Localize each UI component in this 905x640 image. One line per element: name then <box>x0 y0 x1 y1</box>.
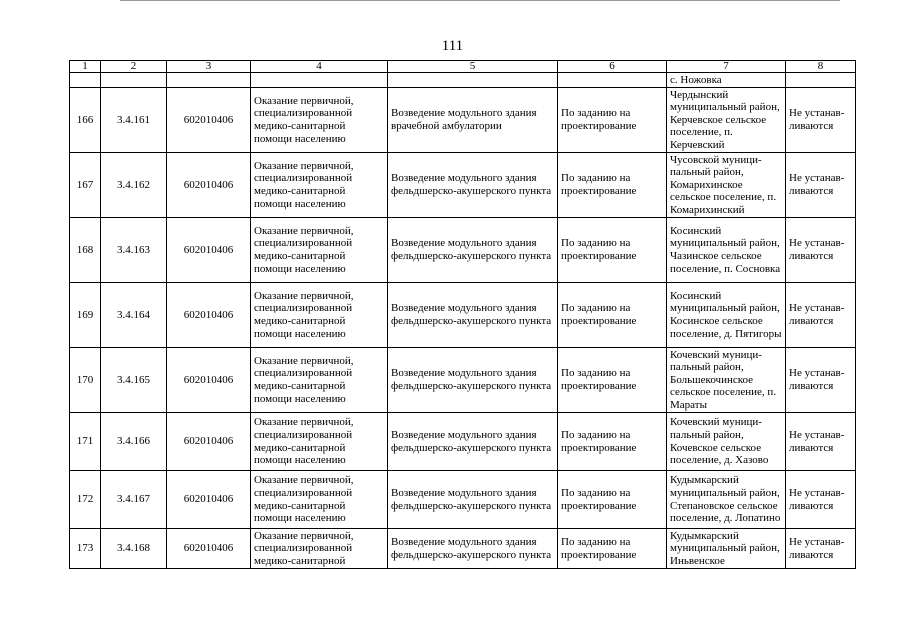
objects-table <box>69 60 856 569</box>
row-number-cell: 171 <box>70 413 101 471</box>
basis-cell: По заданию на проектирование <box>558 529 667 569</box>
note-cell: Не устанав-ливаются <box>786 348 856 413</box>
row-number-cell: 172 <box>70 471 101 529</box>
code-cell: 3.4.168 <box>101 529 167 569</box>
purpose-cell: Оказание первичной, специализированной медико-санитарной <box>251 529 388 569</box>
location-cell: Косинский муниципальный район, Чазинское сельское поселение, п. Сосновка <box>667 218 786 283</box>
table-row <box>70 413 856 471</box>
basis-cell: По заданию на проектирование <box>558 153 667 218</box>
header-cell: 6 <box>558 61 667 73</box>
location-cell: Кочевский муници-пальный район, Большекочинское сельское поселение, п. Мараты <box>667 348 786 413</box>
note-cell: Не устанав-ливаются <box>786 153 856 218</box>
kbk-cell: 602010406 <box>167 471 251 529</box>
table-row <box>70 153 856 218</box>
object-cell: Возведение модульного здания фельдшерско-акушерского пункта <box>388 283 558 348</box>
purpose-cell: Оказание первичной, специализированной медико-санитарной помощи населению <box>251 413 388 471</box>
note-cell: Не устанав-ливаются <box>786 529 856 569</box>
kbk-cell: 602010406 <box>167 88 251 153</box>
location-cell: Кочевский муници-пальный район, Кочевское сельское поселение, д. Хазово <box>667 413 786 471</box>
table-row <box>70 218 856 283</box>
location-cell: с. Ножовка <box>667 73 786 88</box>
object-cell: Возведение модульного здания фельдшерско-акушерского пункта <box>388 348 558 413</box>
kbk-cell: 602010406 <box>167 413 251 471</box>
location-cell: Чусовской муници-пальный район, Комарихинское сельское поселение, п. Комарихинский <box>667 153 786 218</box>
kbk-cell: 602010406 <box>167 283 251 348</box>
object-cell: Возведение модульного здания фельдшерско-акушерского пункта <box>388 413 558 471</box>
header-cell: 2 <box>101 61 167 73</box>
note-cell: Не устанав-ливаются <box>786 471 856 529</box>
row-number-cell: 169 <box>70 283 101 348</box>
object-cell: Возведение модульного здания фельдшерско-акушерского пункта <box>388 471 558 529</box>
location-cell: Косинский муниципальный район, Косинское сельское поселение, д. Пятигоры <box>667 283 786 348</box>
object-cell: Возведение модульного здания фельдшерско-акушерского пункта <box>388 218 558 283</box>
kbk-cell: 602010406 <box>167 153 251 218</box>
kbk-cell: 602010406 <box>167 218 251 283</box>
continuation-row <box>70 73 856 88</box>
basis-cell: По заданию на проектирование <box>558 471 667 529</box>
note-cell: Не устанав-ливаются <box>786 413 856 471</box>
header-cell: 4 <box>251 61 388 73</box>
purpose-cell: Оказание первичной, специализированной медико-санитарной помощи населению <box>251 471 388 529</box>
object-cell: Возведение модульного здания фельдшерско-акушерского пункта <box>388 153 558 218</box>
row-number-cell: 170 <box>70 348 101 413</box>
header-cell: 7 <box>667 61 786 73</box>
purpose-cell: Оказание первичной, специализированной медико-санитарной помощи населению <box>251 283 388 348</box>
location-cell: Кудымкарский муниципальный район, Степановское сельское поселение, д. Лопатино <box>667 471 786 529</box>
code-cell: 3.4.162 <box>101 153 167 218</box>
code-cell: 3.4.161 <box>101 88 167 153</box>
basis-cell: По заданию на проектирование <box>558 283 667 348</box>
code-cell: 3.4.166 <box>101 413 167 471</box>
header-cell: 5 <box>388 61 558 73</box>
object-cell: Возведение модульного здания фельдшерско-акушерского пункта <box>388 529 558 569</box>
scan-edge-line <box>120 0 840 1</box>
table-row <box>70 529 856 569</box>
purpose-cell: Оказание первичной, специализированной медико-санитарной помощи населению <box>251 88 388 153</box>
table-row <box>70 283 856 348</box>
table-row <box>70 348 856 413</box>
code-cell: 3.4.164 <box>101 283 167 348</box>
page-number: 111 <box>441 38 464 54</box>
purpose-cell: Оказание первичной, специализированной медико-санитарной помощи населению <box>251 218 388 283</box>
table-row <box>70 471 856 529</box>
row-number-cell: 168 <box>70 218 101 283</box>
row-number-cell: 167 <box>70 153 101 218</box>
header-row <box>70 61 856 73</box>
note-cell: Не устанав-ливаются <box>786 88 856 153</box>
code-cell: 3.4.163 <box>101 218 167 283</box>
purpose-cell: Оказание первичной, специализированной медико-санитарной помощи населению <box>251 348 388 413</box>
header-cell: 8 <box>786 61 856 73</box>
basis-cell: По заданию на проектирование <box>558 413 667 471</box>
code-cell: 3.4.165 <box>101 348 167 413</box>
purpose-cell: Оказание первичной, специализированной медико-санитарной помощи населению <box>251 153 388 218</box>
basis-cell: По заданию на проектирование <box>558 348 667 413</box>
note-cell: Не устанав-ливаются <box>786 218 856 283</box>
basis-cell: По заданию на проектирование <box>558 218 667 283</box>
header-cell: 1 <box>70 61 101 73</box>
row-number-cell: 173 <box>70 529 101 569</box>
note-cell: Не устанав-ливаются <box>786 283 856 348</box>
kbk-cell: 602010406 <box>167 348 251 413</box>
table-row <box>70 88 856 153</box>
code-cell: 3.4.167 <box>101 471 167 529</box>
location-cell: Чердынский муниципальный район, Керчевское сельское поселение, п. Керчевский <box>667 88 786 153</box>
basis-cell: По заданию на проектирование <box>558 88 667 153</box>
kbk-cell: 602010406 <box>167 529 251 569</box>
header-cell: 3 <box>167 61 251 73</box>
object-cell: Возведение модульного здания врачебной амбулатории <box>388 88 558 153</box>
location-cell: Кудымкарский муниципальный район, Иньвенское <box>667 529 786 569</box>
row-number-cell: 166 <box>70 88 101 153</box>
